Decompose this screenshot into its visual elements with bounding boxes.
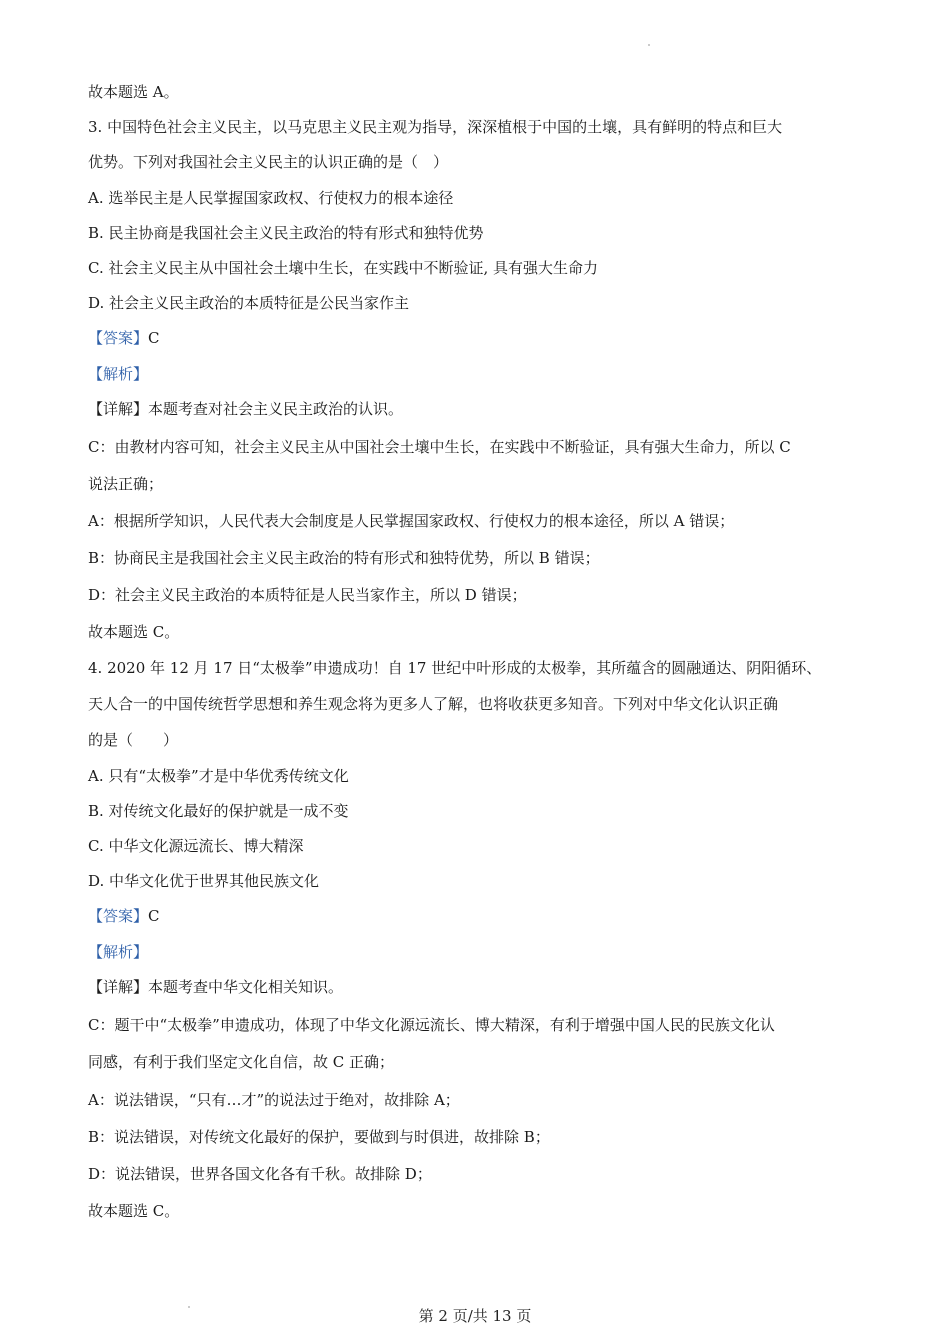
- text-line: 故本题选 A。: [88, 83, 179, 101]
- option-d: D. 社会主义民主政治的本质特征是公民当家作主: [88, 294, 410, 312]
- explanation-line: B：说法错误，对传统文化最好的保护，要做到与时俱进，故排除 B；: [88, 1128, 550, 1146]
- explanation-line: C：题干中“太极拳”申遗成功，体现了中华文化源远流长、博大精深，有利于增强中国人民的民族文化认: [88, 1016, 775, 1034]
- conclusion-line: 故本题选 C。: [88, 623, 180, 641]
- analysis-tag: 【解析】: [88, 365, 149, 383]
- option-d: D. 中华文化优于世界其他民族文化: [88, 872, 320, 890]
- page-footer: 第 2 页/共 13 页: [418, 1307, 532, 1325]
- explanation-line: 说法正确；: [88, 475, 164, 493]
- question-4-stem-cont: 天人合一的中国传统哲学思想和养生观念将为更多人了解，也将收获更多知音。下列对中华文化认识正确: [88, 695, 779, 713]
- option-a: A. 选举民主是人民掌握国家政权、行使权力的根本途径: [88, 189, 454, 207]
- option-c: C. 中华文化源远流长、博大精深: [88, 837, 304, 855]
- explanation-line: A：根据所学知识，人民代表大会制度是人民掌握国家政权、行使权力的根本途径，所以 A 错误；: [88, 512, 735, 530]
- question-3-stem-cont: 优势。下列对我国社会主义民主的认识正确的是（ ）: [88, 153, 449, 171]
- detail-line: 【详解】本题考查对社会主义民主政治的认识。: [88, 400, 404, 418]
- answer-line: [88, 906, 868, 926]
- option-a: A. 只有“太极拳”才是中华优秀传统文化: [88, 767, 349, 785]
- answer-tag: 【答案】: [88, 329, 149, 347]
- explanation-line: D：社会主义民主政治的本质特征是人民当家作主，所以 D 错误；: [88, 586, 527, 604]
- explanation-line: A：说法错误，“只有…才”的说法过于绝对，故排除 A；: [88, 1091, 460, 1109]
- explanation-line: C：由教材内容可知，社会主义民主从中国社会土壤中生长，在实践中不断验证，具有强大生命力，所以 C: [88, 438, 791, 456]
- explanation-line: D：说法错误，世界各国文化各有千秋。故排除 D；: [88, 1165, 432, 1183]
- question-4-stem-cont: 的是（ ）: [88, 731, 179, 749]
- option-c: C. 社会主义民主从中国社会土壤中生长，在实践中不断验证, 具有强大生命力: [88, 259, 599, 277]
- answer-value: C: [148, 329, 160, 347]
- explanation-line: 同感，有利于我们坚定文化自信，故 C 正确；: [88, 1053, 395, 1071]
- detail-tag: 【详解】: [88, 978, 149, 996]
- analysis-line: [88, 942, 868, 962]
- question-3-stem: 3. 中国特色社会主义民主，以马克思主义民主观为指导，深深植根于中国的土壤，具有鲜明的特点和巨大: [88, 118, 783, 136]
- answer-line: [88, 328, 868, 348]
- analysis-line: [88, 364, 868, 384]
- answer-value: C: [148, 907, 160, 925]
- detail-line: 【详解】本题考查中华文化相关知识。: [88, 978, 344, 996]
- conclusion-line: 故本题选 C。: [88, 1202, 180, 1220]
- detail-tag: 【详解】: [88, 400, 149, 418]
- scan-dot: [648, 44, 650, 46]
- explanation-line: B：协商民主是我国社会主义民主政治的特有形式和独特优势，所以 B 错误；: [88, 549, 600, 567]
- analysis-tag: 【解析】: [88, 943, 149, 961]
- question-4-stem: 4. 2020 年 12 月 17 日“太极拳”申遗成功！自 17 世纪中叶形成的太极拳，其所蕴含的圆融通达、阴阳循环、: [88, 659, 822, 677]
- answer-tag: 【答案】: [88, 907, 149, 925]
- option-b: B. 民主协商是我国社会主义民主政治的特有形式和独特优势: [88, 224, 484, 242]
- option-b: B. 对传统文化最好的保护就是一成不变: [88, 802, 349, 820]
